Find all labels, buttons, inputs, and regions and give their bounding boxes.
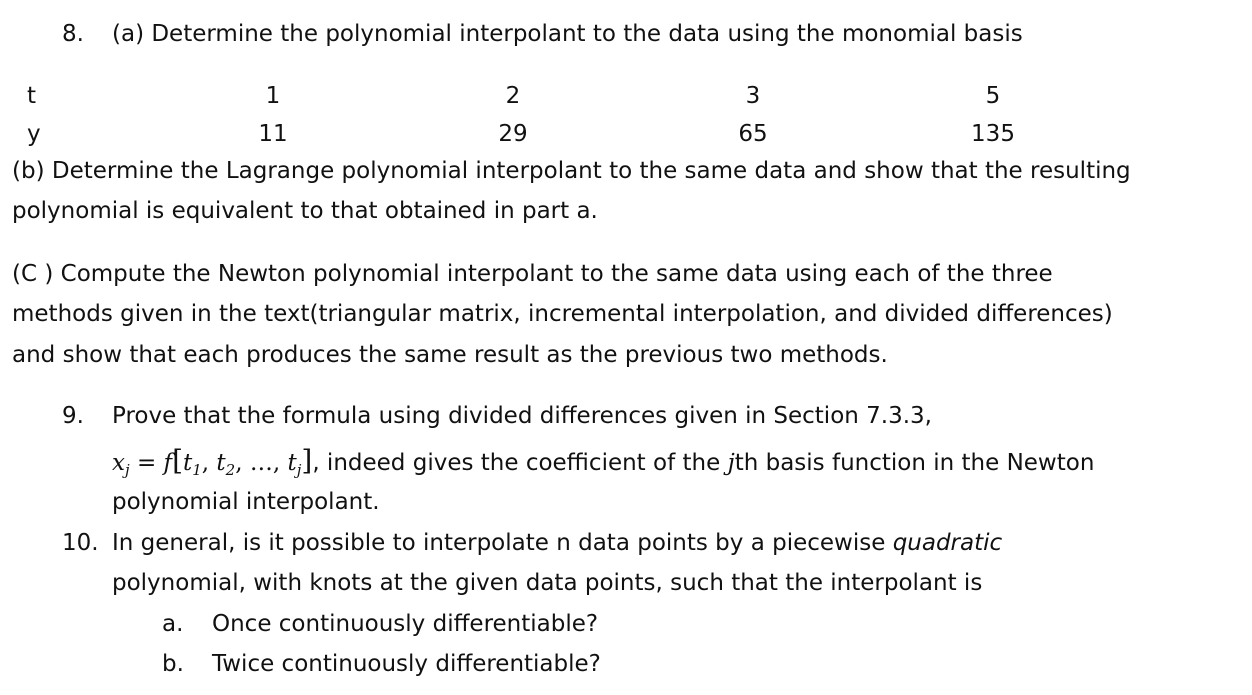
table-t-value: 1: [265, 83, 281, 109]
subitem-marker: a.: [162, 611, 184, 637]
question-10-line-2: polynomial, with knots at the given data points, such that the interpolant is: [112, 570, 983, 596]
question-8c-line-3: and show that each produces the same result as the previous two methods.: [12, 342, 888, 368]
subitem-text: Twice continuously differentiable?: [212, 651, 601, 677]
question-8b-line-2: polynomial is equivalent to that obtained in part a.: [12, 198, 598, 224]
question-8-number: 8.: [62, 21, 84, 47]
table-y-label: y: [27, 121, 41, 147]
table-y-value: 29: [498, 121, 528, 147]
question-9-line-1: Prove that the formula using divided differences given in Section 7.3.3,: [112, 403, 932, 429]
subitem-text: Once continuously differentiable?: [212, 611, 599, 637]
table-t-value: 2: [505, 83, 521, 109]
question-10-number: 10.: [62, 530, 99, 556]
question-8b-line-1: (b) Determine the Lagrange polynomial interpolant to the same data and show that the resulting: [12, 158, 1131, 184]
question-9-line-3: polynomial interpolant.: [112, 489, 380, 515]
table-t-label: t: [27, 83, 37, 109]
question-8c-line-2: methods given in the text(triangular matrix, incremental interpolation, and divided differences): [12, 301, 1113, 327]
question-10-line-1: In general, is it possible to interpolate n data points by a piecewise quadratic: [112, 530, 1003, 556]
question-9-line-2: $x_j = f[t_1$, $t_2$, …, $t_j$], indeed gives the coefficient of the jth basis function in the Newton: [112, 444, 1095, 479]
table-y-value: 11: [258, 121, 288, 147]
table-y-value: 135: [971, 121, 1015, 147]
table-y-value: 65: [738, 121, 768, 147]
question-8c-line-1: (C ) Compute the Newton polynomial interpolant to the same data using each of the three: [12, 261, 1053, 287]
divided-difference-formula: $x_j = f[t_1$, $t_2$, …, $t_j$]: [112, 444, 313, 479]
table-t-value: 3: [745, 83, 761, 109]
question-8a-text: (a) Determine the polynomial interpolant to the data using the monomial basis: [112, 21, 1023, 47]
question-9-number: 9.: [62, 403, 84, 429]
subitem-marker: b.: [162, 651, 184, 677]
table-t-value: 5: [985, 83, 1001, 109]
